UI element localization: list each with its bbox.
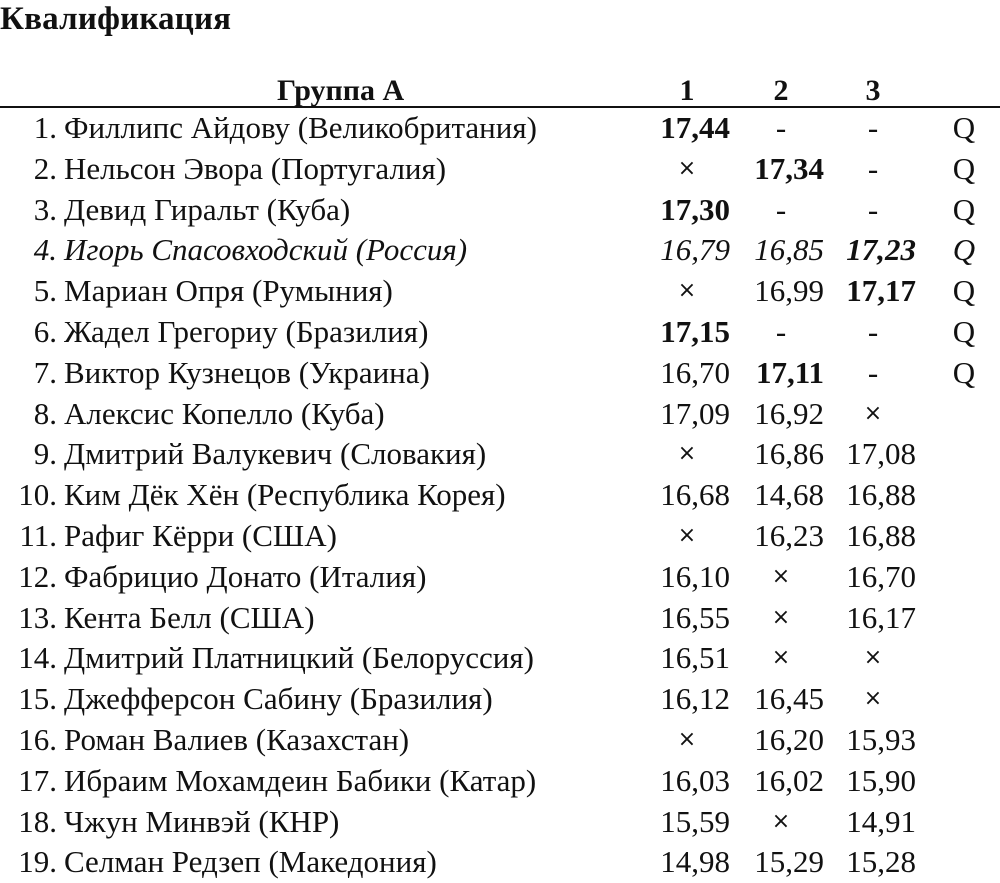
table-header: [0, 72, 1000, 108]
attempt-2-cell: 16,02: [754, 762, 824, 798]
row-number: 6.: [33, 313, 57, 349]
attempt-3-cell: 17,23: [846, 232, 916, 268]
attempt-3-cell: 14,91: [846, 803, 916, 839]
attempt-3-cell: ×: [863, 686, 883, 712]
attempt-1-cell: ×: [677, 441, 697, 467]
athlete-name: Фабрицио Донато (Италия): [64, 558, 427, 594]
attempt-3-cell: 17,08: [846, 436, 916, 472]
row-number: 8.: [33, 395, 57, 431]
attempt-2-cell: 15,29: [754, 844, 824, 880]
attempt-header-1: 1: [679, 74, 695, 107]
athlete-name: Нельсон Эвора (Португалия): [64, 150, 447, 186]
athlete-name: Мариан Опря (Румыния): [64, 273, 393, 309]
table-row: [0, 638, 1000, 679]
row-number: 13.: [18, 599, 57, 635]
attempt-2-cell: 14,68: [754, 477, 824, 513]
attempt-2-cell: 17,34: [754, 150, 824, 186]
athlete-name: Виктор Кузнецов (Украина): [64, 354, 430, 390]
table-row: [0, 353, 1000, 394]
attempt-1-cell: ×: [677, 155, 697, 181]
athlete-name: Филлипс Айдову (Великобритания): [64, 110, 537, 145]
row-number: 17.: [18, 762, 57, 798]
attempt-3-cell: -: [867, 150, 879, 186]
athlete-name: Джефферсон Сабину (Бразилия): [64, 681, 493, 717]
attempt-3-cell: -: [867, 354, 879, 390]
table-row: [0, 434, 1000, 475]
row-number: 19.: [18, 844, 57, 880]
attempt-3-cell: ×: [863, 645, 883, 671]
attempt-2-cell: 16,23: [754, 517, 824, 553]
attempt-2-cell: 16,99: [754, 273, 824, 309]
athlete-name: Рафиг Кёрри (США): [64, 517, 337, 553]
attempt-3-cell: 15,90: [846, 762, 916, 798]
table-row: [0, 312, 1000, 353]
attempt-1-cell: 14,98: [660, 844, 730, 880]
table-row: [0, 802, 1000, 843]
row-number: 18.: [18, 803, 57, 839]
page-title: Квалификация: [0, 1, 232, 37]
row-number: 15.: [18, 681, 57, 717]
row-number: 3.: [33, 191, 57, 227]
attempt-1-cell: 17,30: [660, 191, 730, 227]
table-row: [0, 842, 1000, 883]
row-number: 4.: [33, 232, 57, 268]
table-row: [0, 720, 1000, 761]
attempt-3-cell: -: [867, 191, 879, 227]
qualified-mark: Q: [952, 273, 976, 309]
qualified-mark: Q: [952, 150, 976, 186]
table-row: [0, 108, 1000, 149]
row-number: 16.: [18, 721, 57, 757]
table-row: [0, 557, 1000, 598]
attempt-3-cell: 15,28: [846, 844, 916, 880]
qualified-mark: Q: [952, 191, 976, 227]
attempt-3-cell: 16,88: [846, 477, 916, 513]
attempt-1-cell: 15,59: [660, 803, 730, 839]
attempt-2-cell: ×: [771, 808, 791, 834]
row-number: 9.: [33, 436, 57, 472]
attempt-2-cell: 16,45: [754, 681, 824, 717]
attempt-1-cell: 17,15: [660, 313, 730, 349]
attempt-1-cell: 16,03: [660, 762, 730, 798]
table-body: [0, 108, 1000, 883]
attempt-1-cell: 16,79: [660, 232, 730, 268]
attempt-1-cell: 16,51: [660, 640, 730, 676]
attempt-3-cell: 16,17: [846, 599, 916, 635]
row-number: 12.: [18, 558, 57, 594]
attempt-2-cell: -: [775, 191, 787, 227]
table-row: [0, 598, 1000, 639]
athlete-name: Ким Дёк Хён (Республика Корея): [64, 477, 506, 513]
qualified-mark: Q: [952, 354, 976, 390]
attempt-3-cell: 15,93: [846, 721, 916, 757]
attempt-2-cell: ×: [771, 604, 791, 630]
qualified-mark: Q: [952, 232, 976, 268]
attempt-1-cell: 16,55: [660, 599, 730, 635]
table-row: [0, 516, 1000, 557]
athlete-name: Дмитрий Валукевич (Словакия): [64, 436, 487, 472]
athlete-name: Девид Гиральт (Куба): [64, 191, 351, 227]
attempt-2-cell: 17,11: [755, 354, 824, 390]
table-row: [0, 761, 1000, 802]
attempt-3-cell: 16,70: [846, 558, 916, 594]
athlete-name: Жадел Грегориу (Бразилия): [64, 313, 429, 349]
attempt-3-cell: 16,88: [846, 517, 916, 553]
table-row: [0, 679, 1000, 720]
row-number: 7.: [33, 354, 57, 390]
attempt-1-cell: 17,09: [660, 395, 730, 431]
attempt-3-cell: ×: [863, 400, 883, 426]
attempt-header-3: 3: [865, 74, 881, 107]
row-number: 5.: [33, 273, 57, 309]
table-row: [0, 271, 1000, 312]
row-number: 14.: [18, 640, 57, 676]
attempt-1-cell: ×: [677, 278, 697, 304]
athlete-name: Чжун Минвэй (КНР): [64, 803, 340, 839]
attempt-2-cell: -: [775, 110, 787, 145]
table-row: [0, 230, 1000, 271]
attempt-2-cell: 16,92: [754, 395, 824, 431]
attempt-1-cell: ×: [677, 522, 697, 548]
table-row: [0, 475, 1000, 516]
results-table: [0, 72, 1000, 883]
athlete-name: Игорь Спасовходский (Россия): [64, 232, 468, 268]
attempt-2-cell: 16,20: [754, 721, 824, 757]
athlete-name: Ибраим Мохамдеин Бабики (Катар): [64, 762, 537, 798]
row-number: 1.: [33, 110, 57, 145]
attempt-1-cell: 16,10: [660, 558, 730, 594]
attempt-2-cell: ×: [771, 645, 791, 671]
attempt-3-cell: -: [867, 110, 879, 145]
attempt-2-cell: -: [775, 313, 787, 349]
athlete-name: Кента Белл (США): [64, 599, 315, 635]
row-number: 10.: [18, 477, 57, 513]
athlete-name: Роман Валиев (Казахстан): [64, 721, 410, 757]
table-row: [0, 149, 1000, 190]
attempt-header-2: 2: [773, 74, 789, 107]
attempt-1-cell: 16,12: [660, 681, 730, 717]
attempt-3-cell: 17,17: [846, 273, 916, 309]
attempt-1-cell: ×: [677, 726, 697, 752]
athlete-name: Дмитрий Платницкий (Белоруссия): [64, 640, 534, 676]
attempt-2-cell: 16,85: [754, 232, 824, 268]
attempt-1-cell: 17,44: [660, 110, 730, 145]
row-number: 2.: [33, 150, 57, 186]
attempt-2-cell: 16,86: [754, 436, 824, 472]
attempt-1-cell: 16,68: [660, 477, 730, 513]
table-row: [0, 190, 1000, 231]
qualified-mark: Q: [952, 110, 976, 145]
attempt-3-cell: -: [867, 313, 879, 349]
row-number: 11.: [19, 517, 57, 553]
group-label: Группа А: [277, 74, 405, 107]
attempt-1-cell: 16,70: [660, 354, 730, 390]
athlete-name: Алексис Копелло (Куба): [64, 395, 385, 431]
qualified-mark: Q: [952, 313, 976, 349]
athlete-name: Селман Редзеп (Македония): [64, 844, 437, 880]
attempt-2-cell: ×: [771, 563, 791, 589]
table-row: [0, 394, 1000, 435]
